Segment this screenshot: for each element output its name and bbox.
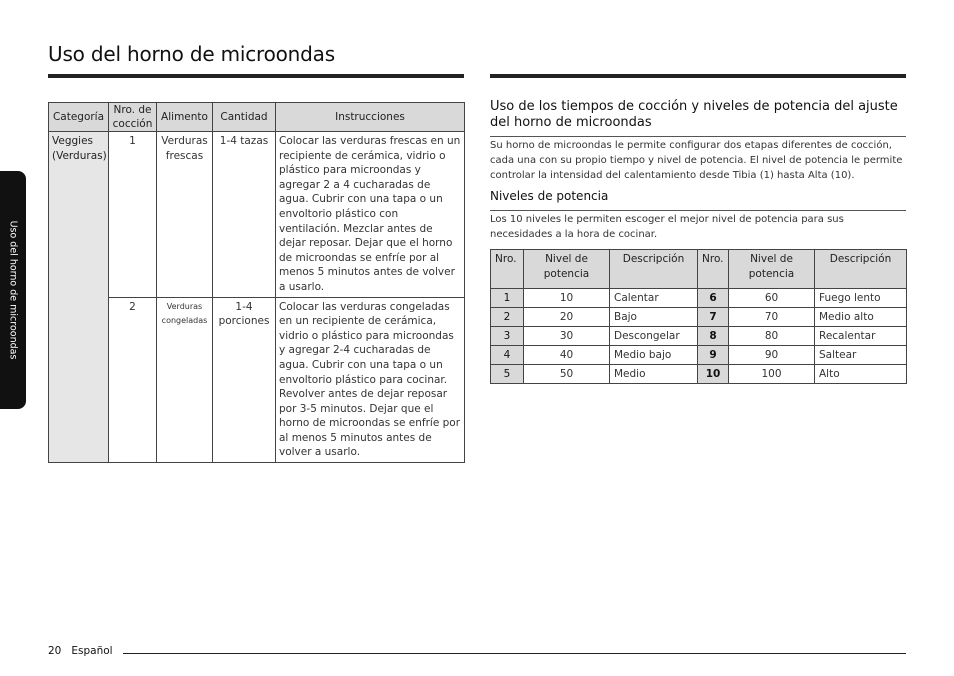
description-cell: Medio xyxy=(610,365,698,384)
table-row xyxy=(491,365,907,384)
col-header-power-level: Nivel de potencia xyxy=(729,250,815,289)
power-cell: 100 xyxy=(729,365,815,384)
subheading-rule xyxy=(490,210,906,211)
cook-number-cell: 1 xyxy=(109,132,157,298)
number-cell: 9 xyxy=(698,346,729,365)
col-header-number: Nro. xyxy=(491,250,524,289)
footer-rule xyxy=(123,653,906,654)
col-header-instructions: Instrucciones xyxy=(276,103,465,132)
food-cell: Verduras congeladas xyxy=(157,297,213,463)
intro-paragraph: Su horno de microondas le permite configurar dos etapas diferentes de cocción, cada una con su propio tiempo y nivel de potencia. El nivel de potencia le permite controlar la intensidad del calentamiento desde Tibia (1) hasta Alta (10). xyxy=(490,140,903,181)
description-cell: Saltear xyxy=(815,346,907,365)
quantity-cell: 1-4 tazas xyxy=(213,132,276,298)
power-cell: 90 xyxy=(729,346,815,365)
table-row xyxy=(491,308,907,327)
footer-language: Español xyxy=(71,645,113,657)
col-header-food: Alimento xyxy=(157,103,213,132)
cooking-table xyxy=(48,102,465,463)
table-row xyxy=(49,132,465,298)
power-cell: 80 xyxy=(729,327,815,346)
title-rule-left xyxy=(48,74,464,78)
number-cell: 1 xyxy=(491,289,524,308)
table-row xyxy=(491,327,907,346)
col-header-quantity: Cantidad xyxy=(213,103,276,132)
quantity-cell: 1-4 porciones xyxy=(213,297,276,463)
number-cell: 8 xyxy=(698,327,729,346)
number-cell: 3 xyxy=(491,327,524,346)
power-cell: 10 xyxy=(524,289,610,308)
power-cell: 20 xyxy=(524,308,610,327)
description-cell: Fuego lento xyxy=(815,289,907,308)
power-cell: 60 xyxy=(729,289,815,308)
power-cell: 30 xyxy=(524,327,610,346)
description-cell: Bajo xyxy=(610,308,698,327)
power-levels-paragraph: Los 10 niveles le permiten escoger el mejor nivel de potencia para sus necesidades a la hora de cocinar. xyxy=(490,214,844,240)
category-cell: Veggies (Verduras) xyxy=(49,132,109,463)
food-cell: Verduras frescas xyxy=(157,132,213,298)
description-cell: Recalentar xyxy=(815,327,907,346)
col-header-category: Categoría xyxy=(49,103,109,132)
col-header-number: Nro. xyxy=(698,250,729,289)
cooking-table-header xyxy=(49,103,465,132)
page-footer xyxy=(48,645,113,657)
heading-rule xyxy=(490,136,906,137)
page-title: Uso del horno de microondas xyxy=(48,42,335,66)
col-header-description: Descripción xyxy=(815,250,907,289)
col-header-cook-number: Nro. de cocción xyxy=(109,103,157,132)
page-number: 20 xyxy=(48,645,62,657)
number-cell: 4 xyxy=(491,346,524,365)
description-cell: Medio alto xyxy=(815,308,907,327)
description-cell: Alto xyxy=(815,365,907,384)
cook-number-cell: 2 xyxy=(109,297,157,463)
description-cell: Descongelar xyxy=(610,327,698,346)
description-cell: Calentar xyxy=(610,289,698,308)
number-cell: 6 xyxy=(698,289,729,308)
table-row xyxy=(491,289,907,308)
instructions-cell: Colocar las verduras congeladas en un recipiente de cerámica, vidrio o plástico para microondas y agregar 2-4 cucharadas de agua. Cubrir con una tapa o un envoltorio plástico para cocinar. Revolver antes de dejar reposar por 3-5 minutos. Dejar que el horno de microondas se enfríe por al menos 5 minutos antes de volver a usarlo. xyxy=(276,297,465,463)
col-header-description: Descripción xyxy=(610,250,698,289)
power-cell: 70 xyxy=(729,308,815,327)
instructions-cell: Colocar las verduras frescas en un recipiente de cerámica, vidrio o plástico para microondas y agregar 2 a 4 cucharadas de agua. Cubrir con una tapa o un envoltorio plástico con ventilación. Mezclar antes de dejar reposar. Dejar que el horno de microondas se enfríe por al menos 5 minutos antes de volver a usarlo. xyxy=(276,132,465,298)
table-row xyxy=(49,297,465,463)
side-tab xyxy=(0,171,26,409)
power-cell: 50 xyxy=(524,365,610,384)
power-levels-table xyxy=(490,249,907,384)
table-row xyxy=(491,346,907,365)
number-cell: 7 xyxy=(698,308,729,327)
power-table-header xyxy=(491,250,907,289)
power-cell: 40 xyxy=(524,346,610,365)
number-cell: 10 xyxy=(698,365,729,384)
side-tab-label: Uso del horno de microondas xyxy=(7,220,19,360)
power-levels-heading: Niveles de potencia xyxy=(490,189,609,203)
number-cell: 5 xyxy=(491,365,524,384)
description-cell: Medio bajo xyxy=(610,346,698,365)
col-header-power-level: Nivel de potencia xyxy=(524,250,610,289)
number-cell: 2 xyxy=(491,308,524,327)
title-rule-right xyxy=(490,74,906,78)
section-heading: Uso de los tiempos de cocción y niveles de potencia del ajuste del horno de microondas xyxy=(490,99,898,130)
